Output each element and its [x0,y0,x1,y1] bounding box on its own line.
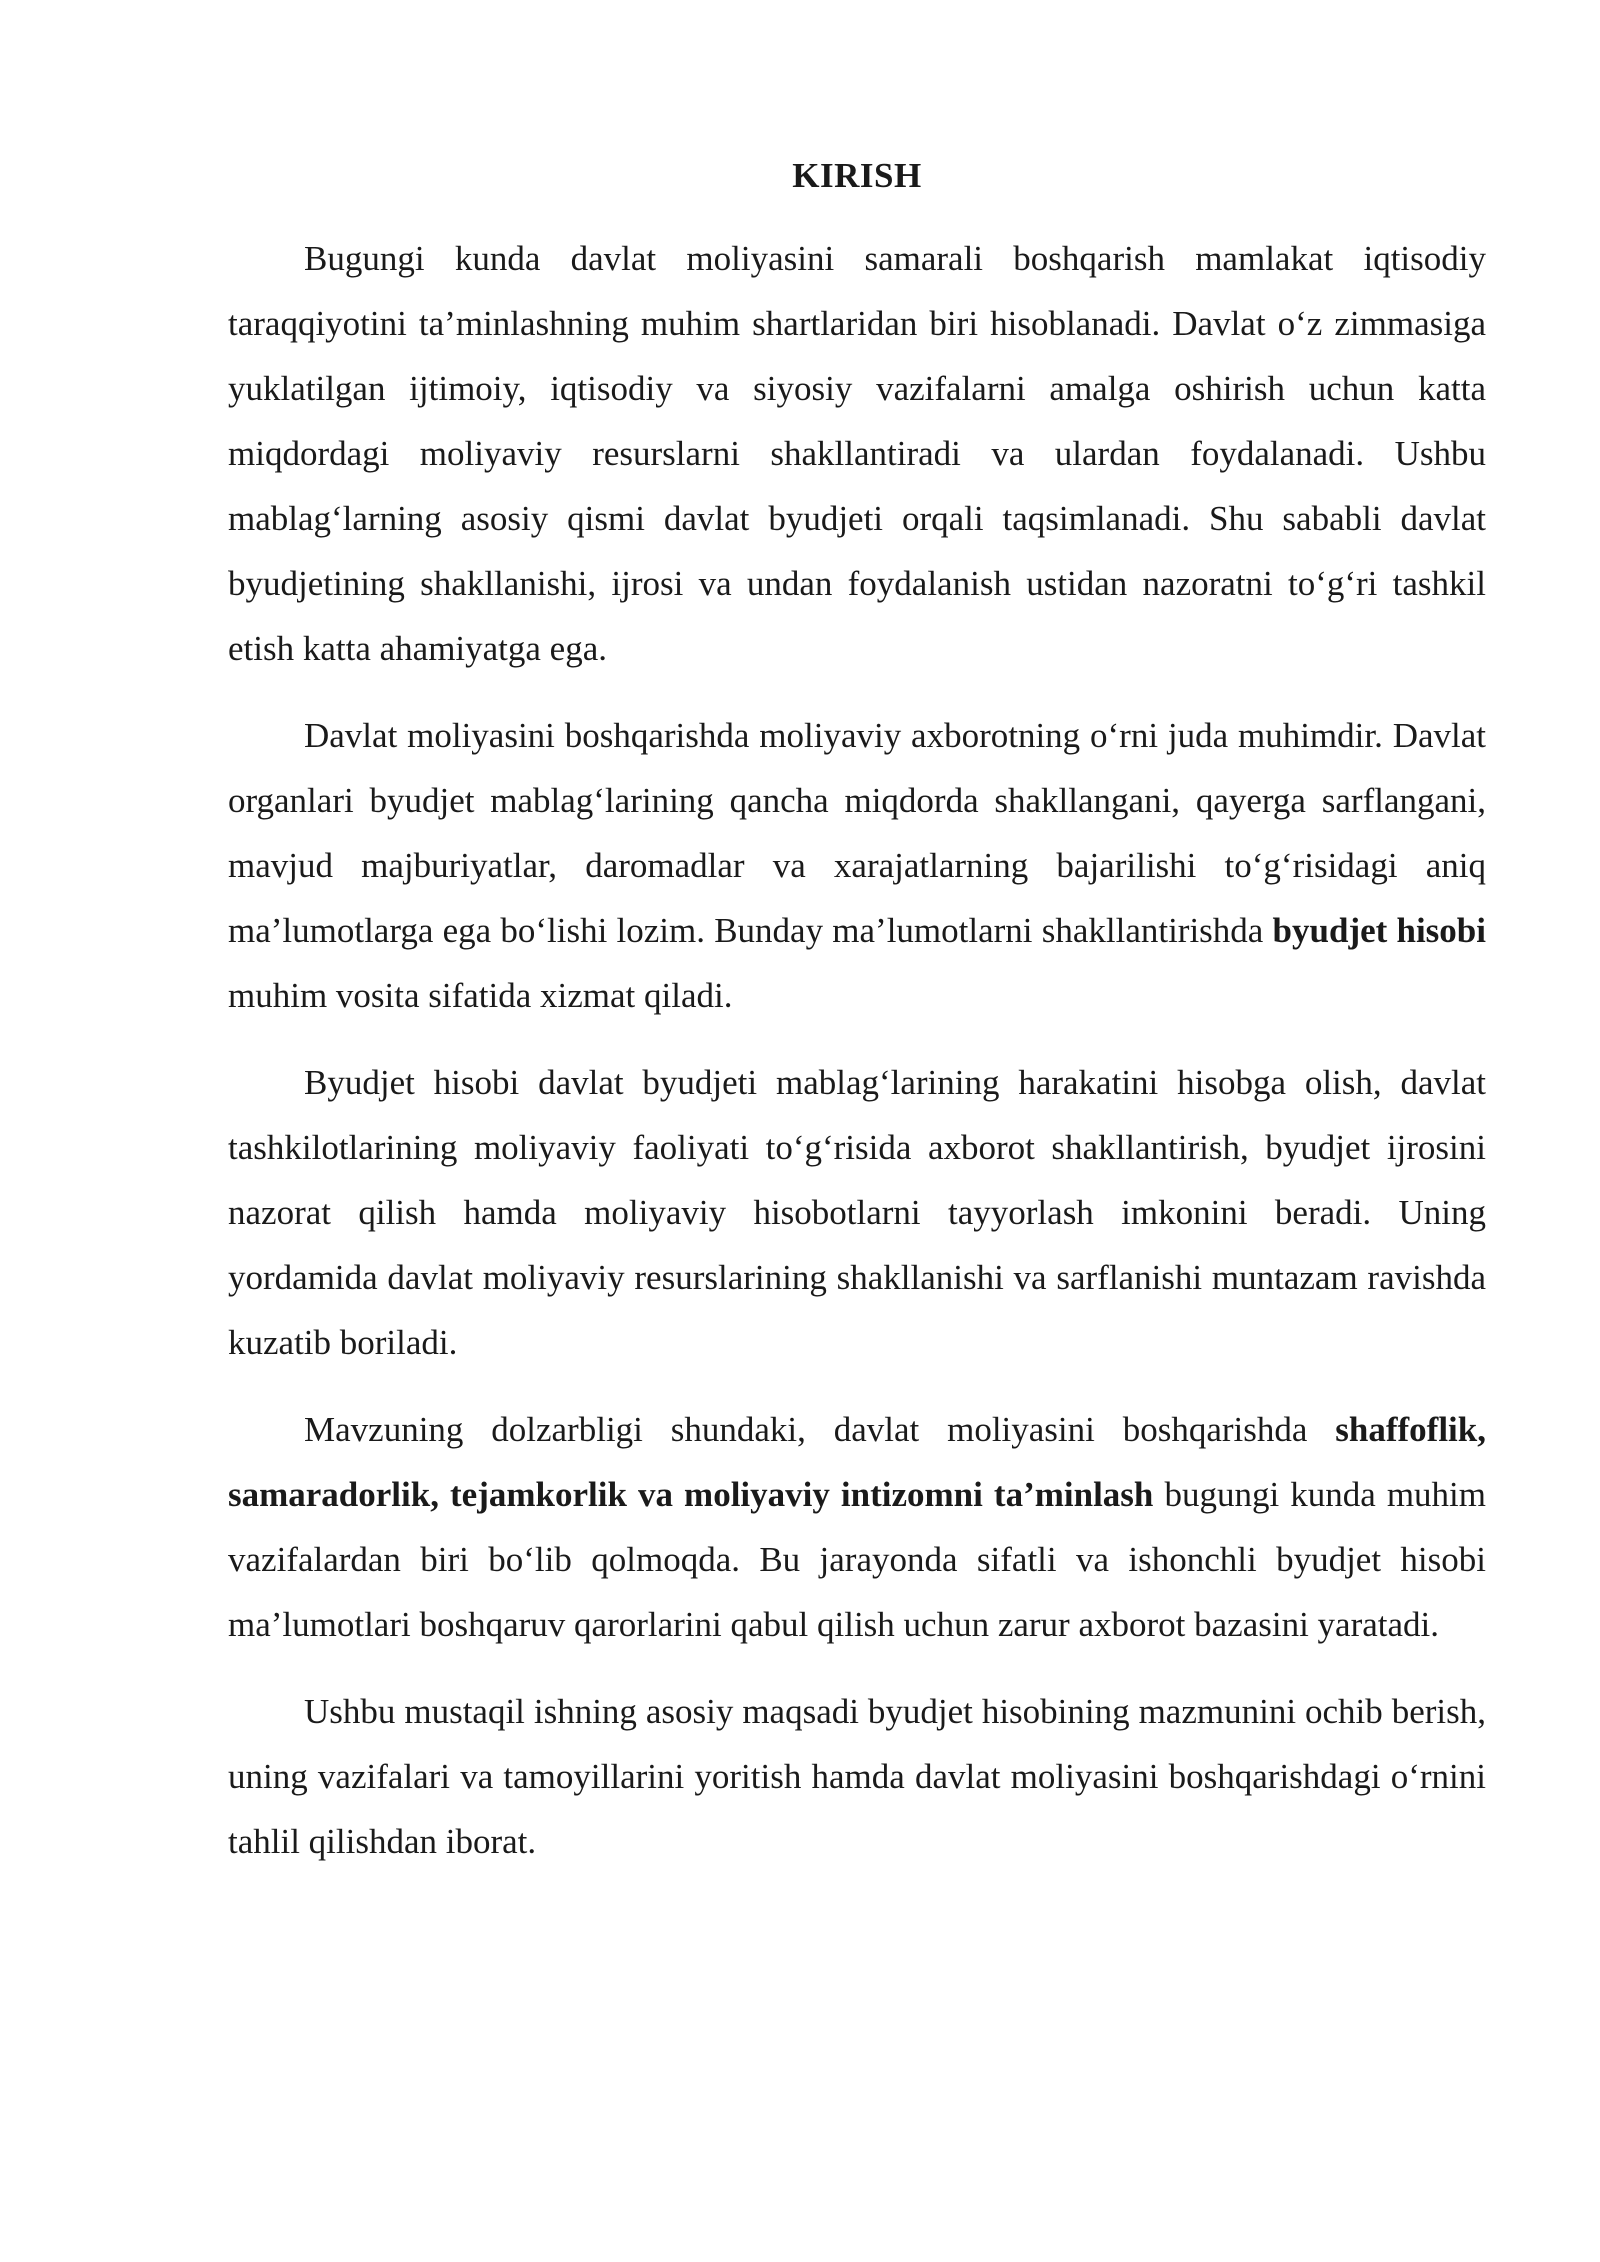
paragraph-2 [228,703,1486,1028]
paragraph-2-text-after: muhim vosita sifatida xizmat qiladi. [228,976,733,1015]
section-title: KIRISH [792,156,922,195]
paragraph-1-text: Bugungi kunda davlat moliyasini samarali boshqarish mamlakat iqtisodiy taraqqiyotini ta’minlashning muhim shartlaridan biri hisoblanadi. Davlat o‘z zimmasiga yuklatilgan ijtimoiy, iqtisodiy va siyosiy vazifalarni amalga oshirish uchun katta miqdordagi moliyaviy resurslarni shakllantiradi va ulardan foydalanadi. Ushbu mablag‘larning asosiy qismi davlat byudjeti orqali taqsimlanadi. Shu sababli davlat byudjetining shakllanishi, ijrosi va undan foydalanish ustidan nazoratni to‘g‘ri tashkil etish katta ahamiyatga ega. [228,239,1486,668]
paragraph-4-emphasis: shaffoflik, samaradorlik, tejamkorlik va moliyaviy intizomni ta’minlash [228,1410,1486,1514]
paragraph-5 [228,1679,1486,1874]
paragraph-4 [228,1397,1486,1657]
paragraph-5-text: Ushbu mustaqil ishning asosiy maqsadi byudjet hisobining mazmunini ochib berish, uning vazifalari va tamoyillarini yoritish hamda davlat moliyasini boshqarishdagi o‘rnini tahlil qilishdan iborat. [228,1692,1486,1861]
document-body [228,148,1486,1896]
paragraph-4-text-before: Mavzuning dolzarbligi shundaki, davlat moliyasini boshqarishda [304,1410,1336,1449]
paragraph-4-text-after: bugungi kunda muhim vazifalardan biri bo‘lib qolmoqda. Bu jarayonda sifatli va ishonchli byudjet hisobi ma’lumotlari boshqaruv qarorlarini qabul qilish uchun zarur axborot bazasini yaratadi. [228,1475,1486,1644]
paragraph-2-text-before: Davlat moliyasini boshqarishda moliyaviy axborotning o‘rni juda muhimdir. Davlat organlari byudjet mablag‘larining qancha miqdorda shakllangani, qayerga sarflangani, mavjud majburiyatlar, daromadlar va xarajatlarning bajarilishi to‘g‘risidagi aniq ma’lumotlarga ega bo‘lishi lozim. Bunday ma’lumotlarni shakllantirishda [228,716,1486,950]
paragraph-2-emphasis: byudjet hisobi [1272,911,1486,950]
paragraph-3-text: Byudjet hisobi davlat byudjeti mablag‘larining harakatini hisobga olish, davlat tashkilotlarining moliyaviy faoliyati to‘g‘risida axborot shakllantirish, byudjet ijrosini nazorat qilish hamda moliyaviy hisobotlarni tayyorlash imkonini beradi. Uning yordamida davlat moliyaviy resurslarining shakllanishi va sarflanishi muntazam ravishda kuzatib boriladi. [228,1063,1486,1362]
paragraph-3 [228,1050,1486,1375]
paragraph-1 [228,226,1486,681]
